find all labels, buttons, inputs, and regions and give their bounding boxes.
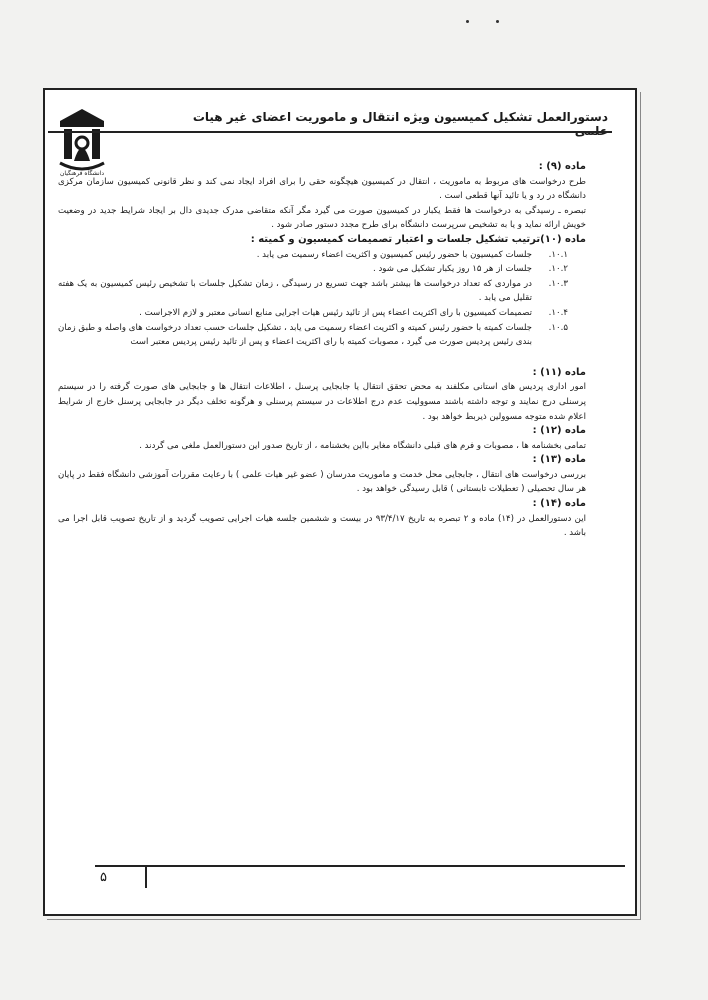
article-heading: ماده (۹) : [538, 161, 586, 172]
list-item [58, 262, 586, 277]
article-10 [58, 233, 586, 350]
article-12 [58, 424, 586, 453]
item-text: جلسات کمیسیون با حضور رئیس کمیسیون و اکثریت اعضاء رسمیت می یابد . [256, 249, 532, 260]
page-number: ۵ [100, 870, 107, 885]
item-number: ۱۰.۵. [548, 322, 568, 333]
page-title: دستورالعمل تشکیل کمیسیون ویژه انتقال و ماموریت اعضای غیر هیات علمی [192, 110, 608, 138]
list-item [58, 306, 586, 321]
scan-speck [466, 20, 469, 23]
list-item [58, 321, 586, 350]
article-heading: ماده (۱۱) : [532, 366, 586, 378]
item-number: ۱۰.۲. [548, 264, 568, 275]
item-number: ۱۰.۳. [548, 278, 568, 289]
paragraph: بررسی درخواست های انتقال ، جابجایی محل خدمت و ماموریت مدرسان ( عضو غیر هیات علمی ) با رعایت مقررات آموزشی دانشگاه فقط در پایان هر سال تحصیلی ( تعطیلات تابستانی ) قابل رسیدگی خواهد بود . [58, 469, 586, 495]
article-13 [58, 453, 586, 497]
spacer [58, 358, 586, 366]
scan-speck [496, 20, 499, 23]
item-text: جلسات از هر ۱۵ روز یکبار تشکیل می شود . [373, 264, 532, 275]
paragraph: طرح درخواست های مربوط به ماموریت ، انتقال در کمیسیون هیچگونه حقی را برای افراد ایجاد نمی کند و نظر قانونی کمیسیون سازمان مرکزی دانشگاه در رد و یا تائید آنها قطعی است . [58, 176, 586, 202]
item-number: ۱۰.۴. [548, 307, 568, 318]
header-rule [48, 131, 612, 133]
item-number: ۱۰.۱. [548, 249, 568, 260]
paragraph: تمامی بخشنامه ها ، مصوبات و فرم های قبلی دانشگاه مغایر بااین بخشنامه ، از تاریخ صدور این دستورالعمل ملغی می گردند . [139, 440, 586, 451]
article-heading: ماده (۱۰)ترتیب تشکیل جلسات و اعتبار تصمیمات کمیسیون و کمیته : [250, 233, 586, 245]
note-paragraph: تبصره ـ رسیدگی به درخواست ها فقط یکبار در کمیسیون صورت می گیرد مگر آنکه متقاضی مدرک جدیدی دال بر ایجاد شرایط جدید در وضعیت خویش ارائه نماید و یا به تشخیص سرپرست دانشگاه برای طرح مجدد دستور صادر شود . [58, 205, 586, 231]
spacer [58, 350, 586, 358]
footer-rule [95, 865, 625, 867]
list-item [58, 248, 586, 263]
article-11 [58, 366, 586, 424]
logo-caption: دانشگاه فرهنگیان [59, 170, 105, 177]
article-9 [58, 160, 586, 233]
paragraph: این دستورالعمل در (۱۴) ماده و ۲ تبصره به تاریخ ۹۳/۴/۱۷ در بیست و ششمین جلسه هیات اجرایی تصویب گردید و از تاریخ تصویب قابل اجرا می باشد . [58, 513, 587, 539]
item-text: تصمیمات کمیسیون با رای اکثریت اعضاء پس از تائید رئیس هیات اجرایی منابع انسانی معتبر و لازم الاجراست . [139, 307, 532, 318]
article-heading: ماده (۱۴) : [532, 498, 586, 510]
list-item [58, 277, 586, 306]
footer-divider [145, 866, 147, 888]
document-body [58, 160, 586, 541]
paragraph: امور اداری پردیس های استانی مکلفند به محض تحقق انتقال یا جابجایی پرسنل ، اطلاعات انتقال ها و جابجایی های صورت گرفته را در سیستم پرسنلی درج نمایند و توجه داشته باشند مسوولیت عدم درج اطلاعات در سیستم پرسنلی و هرگونه تخلف دیگر در جابجایی پرسنل خارج از شرایط اعلام شده متوجه مسوولین ذیربط خواهد بود . [58, 382, 586, 422]
article-14 [58, 497, 586, 541]
article-heading: ماده (۱۲) : [532, 425, 586, 437]
item-text: در مواردی که تعداد درخواست ها بیشتر باشد جهت تسریع در رسیدگی ، زمان تشکیل جلسات با تشخیص رئیس کمیسیون به یک هفته تقلیل می یابد . [58, 278, 532, 304]
article-heading: ماده (۱۳) : [532, 454, 586, 466]
item-text: جلسات کمیته با حضور رئیس کمیته و اکثریت اعضاء رسمیت می یابد ، تشکیل جلسات حسب تعداد درخواست های واصله و طبق زمان بندی رئیس پردیس صورت می گیرد ، مصوبات کمیته با رای اکثریت اعضاء و پس از تائید رئیس پردیس معتبر است [58, 322, 532, 348]
